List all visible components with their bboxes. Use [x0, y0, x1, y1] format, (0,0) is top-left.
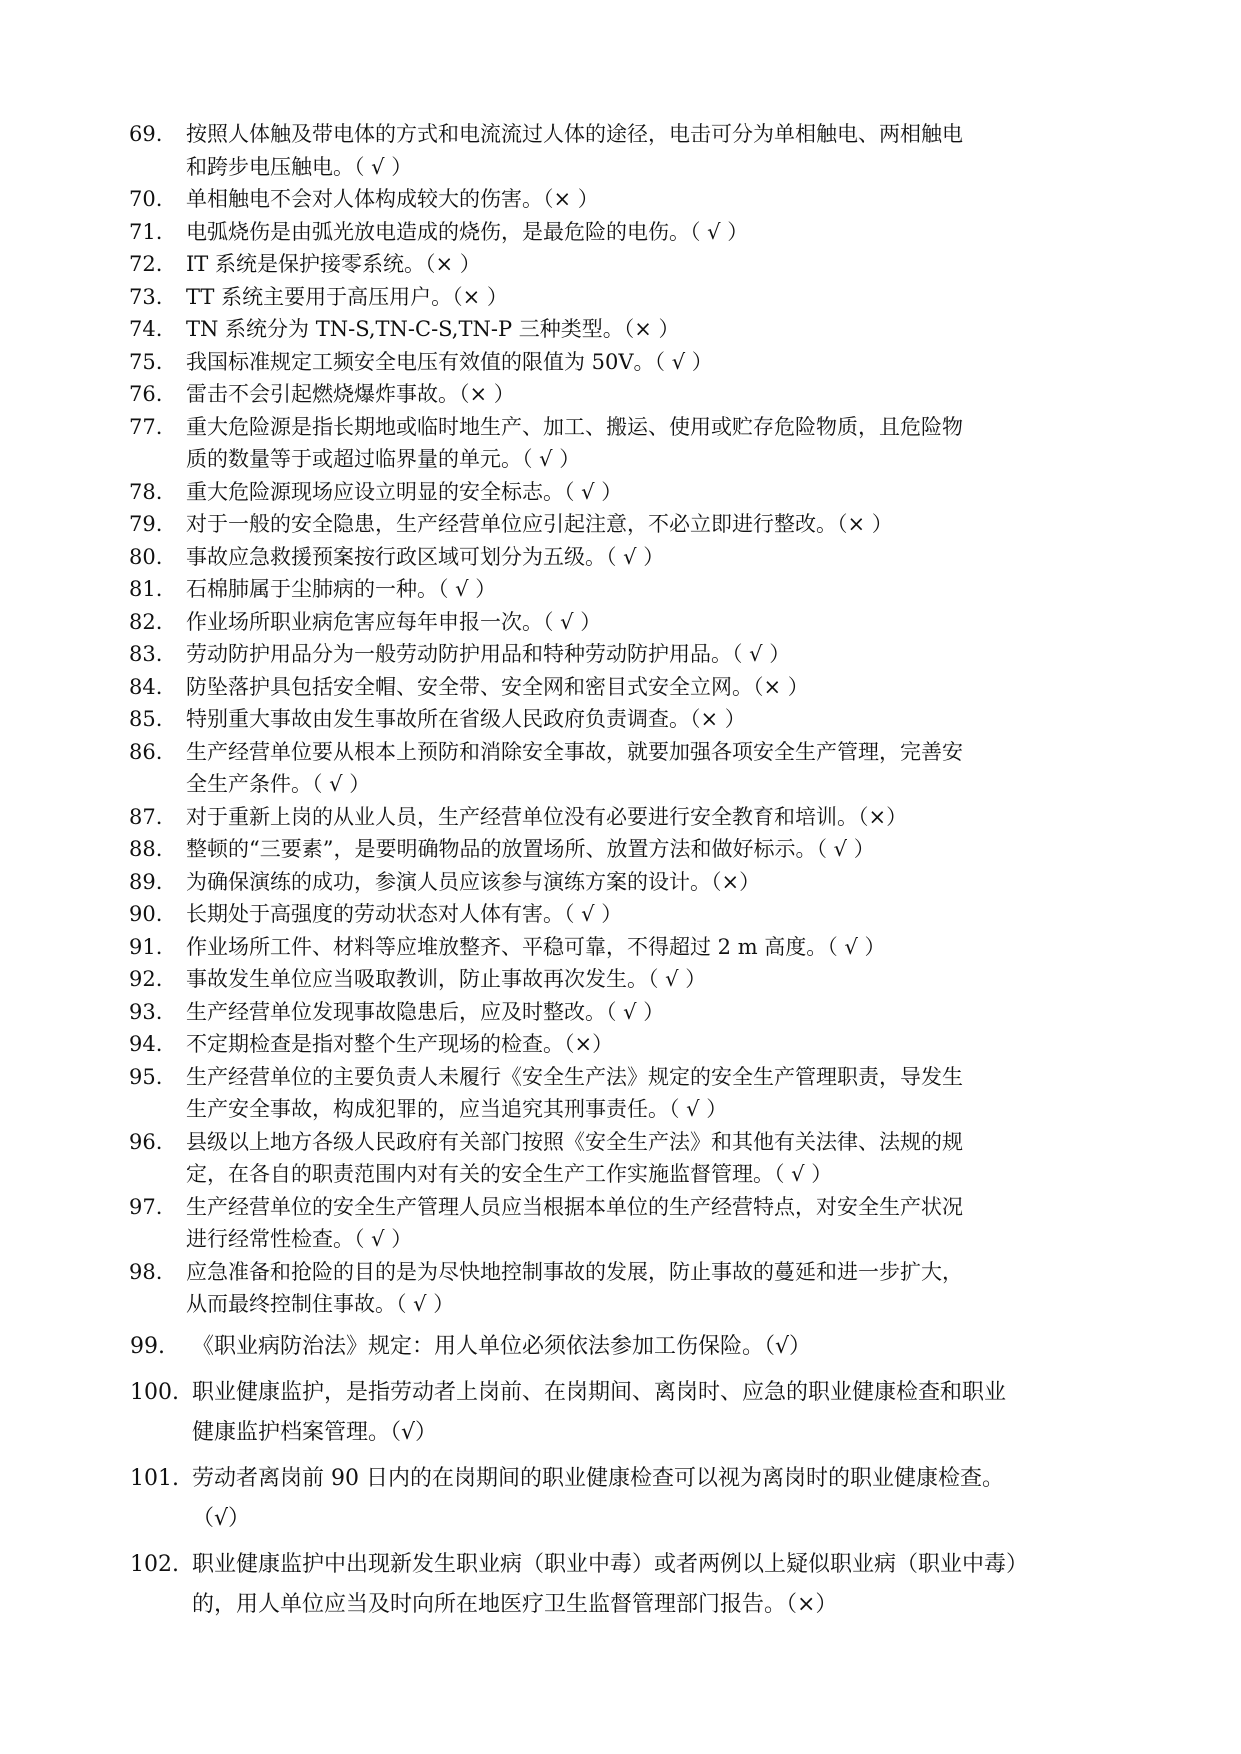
item-number: 86.	[129, 739, 163, 764]
item-text	[186, 573, 1116, 606]
list-item	[0, 1327, 1241, 1367]
item-number: 87.	[129, 804, 163, 829]
item-text-line: 和跨步电压触电。（ √ ）	[186, 154, 413, 179]
list-item	[0, 541, 1241, 574]
item-number: 91.	[129, 934, 163, 959]
list-item	[0, 833, 1241, 866]
item-text-line: 电弧烧伤是由弧光放电造成的烧伤，是最危险的电伤。（ √ ）	[186, 219, 749, 244]
item-text-line: 职业健康监护，是指劳动者上岗前、在岗期间、离岗时、应急的职业健康检查和职业	[192, 1379, 1007, 1405]
item-text-line: 进行经常性检查。（ √ ）	[186, 1227, 413, 1251]
item-text-line: TT 系统主要用于高压用户。（× ）	[186, 284, 508, 309]
item-text-line: 生产经营单位发现事故隐患后，应及时整改。（ √ ）	[186, 999, 665, 1024]
item-number: 96.	[129, 1129, 163, 1154]
list-item	[0, 346, 1241, 379]
item-text-line: 生产安全事故，构成犯罪的，应当追究其刑事责任。（ √ ）	[186, 1097, 728, 1121]
item-text-line: 按照人体触及带电体的方式和电流流过人体的途径，电击可分为单相触电、两相触电	[186, 122, 963, 146]
item-text-line: 生产经营单位要从根本上预防和消除安全事故，就要加强各项安全生产管理，完善安	[186, 739, 963, 764]
item-text-line: 为确保演练的成功，参演人员应该参与演练方案的设计。（×）	[186, 869, 761, 894]
list-item	[0, 898, 1241, 931]
item-text	[186, 963, 1116, 996]
item-text	[186, 1061, 1116, 1126]
item-number: 69.	[129, 122, 163, 146]
list-item	[0, 671, 1241, 704]
list-item	[0, 248, 1241, 281]
item-text-line: 县级以上地方各级人民政府有关部门按照《安全生产法》和其他有关法律、法规的规	[186, 1129, 963, 1154]
item-text-line: 的，用人单位应当及时向所在地医疗卫生监督管理部门报告。（×）	[192, 1591, 838, 1617]
item-text	[186, 183, 1116, 216]
item-number: 84.	[129, 674, 163, 699]
list-item	[0, 118, 1241, 183]
item-number: 75.	[129, 349, 163, 374]
item-number: 79.	[129, 512, 163, 536]
item-number: 94.	[129, 1032, 163, 1056]
item-text-line: （√）	[192, 1505, 251, 1531]
list-item	[0, 1256, 1241, 1321]
list-item	[0, 1126, 1241, 1191]
question-list	[0, 118, 1241, 1625]
item-number: 99.	[130, 1333, 165, 1359]
item-text-line: 重大危险源是指长期地或临时地生产、加工、搬运、使用或贮存危险物质，且危险物	[186, 414, 963, 439]
item-number: 78.	[129, 479, 163, 504]
item-number: 93.	[129, 999, 163, 1024]
list-item	[0, 378, 1241, 411]
list-item	[0, 411, 1241, 476]
item-text	[186, 671, 1116, 704]
item-number: 97.	[129, 1194, 163, 1219]
item-text	[186, 1126, 1116, 1191]
list-item	[0, 931, 1241, 964]
item-text	[192, 1545, 1127, 1625]
item-text-line: 整顿的“三要素”，是要明确物品的放置场所、放置方法和做好标示。（ √ ）	[186, 837, 875, 861]
item-number: 92.	[129, 967, 163, 991]
item-text-line: 作业场所工件、材料等应堆放整齐、平稳可靠，不得超过 2 m 高度。（ √ ）	[186, 934, 886, 959]
item-text-line: 防坠落护具包括安全帽、安全带、安全网和密目式安全立网。（× ）	[186, 674, 809, 699]
item-number: 89.	[129, 869, 163, 894]
item-text	[186, 508, 1116, 541]
item-text-line: 不定期检查是指对整个生产现场的检查。（×）	[186, 1032, 614, 1056]
item-text	[186, 703, 1116, 736]
item-number: 83.	[129, 642, 163, 666]
list-item	[0, 281, 1241, 314]
item-text-line: 生产经营单位的安全生产管理人员应当根据本单位的生产经营特点，对安全生产状况	[186, 1194, 963, 1219]
item-number: 100.	[130, 1379, 179, 1405]
item-text	[186, 638, 1116, 671]
item-number: 80.	[129, 544, 163, 569]
item-text-line: 生产经营单位的主要负责人未履行《安全生产法》规定的安全生产管理职责，导发生	[186, 1064, 963, 1089]
item-text-line: 石棉肺属于尘肺病的一种。（ √ ）	[186, 577, 497, 601]
item-text	[186, 1256, 1116, 1321]
item-text-line: TN 系统分为 TN-S,TN-C-S,TN-P 三种类型。（× ）	[186, 317, 680, 341]
item-text	[186, 378, 1116, 411]
item-text-line: 特别重大事故由发生事故所在省级人民政府负责调查。（× ）	[186, 707, 746, 731]
item-number: 98.	[129, 1259, 163, 1284]
item-text	[186, 801, 1116, 834]
list-item	[0, 736, 1241, 801]
item-text	[186, 866, 1116, 899]
item-text-line: 职业健康监护中出现新发生职业病（职业中毒）或者两例以上疑似职业病（职业中毒）	[192, 1551, 1029, 1577]
item-number: 77.	[129, 414, 163, 439]
item-text-line: IT 系统是保护接零系统。（× ）	[186, 252, 481, 276]
list-item	[0, 1028, 1241, 1061]
item-text	[186, 281, 1116, 314]
list-item	[0, 508, 1241, 541]
item-text-line: 全生产条件。（ √ ）	[186, 772, 371, 796]
item-number: 82.	[129, 609, 163, 634]
item-text	[192, 1327, 1127, 1367]
item-text	[186, 313, 1116, 346]
item-text-line: 单相触电不会对人体构成较大的伤害。（× ）	[186, 187, 599, 211]
item-text	[186, 833, 1116, 866]
list-item	[0, 183, 1241, 216]
item-number: 95.	[129, 1064, 163, 1089]
item-text	[186, 898, 1116, 931]
item-text	[186, 411, 1116, 476]
list-item	[0, 476, 1241, 509]
item-number: 73.	[129, 284, 163, 309]
item-number: 76.	[129, 382, 163, 406]
list-item	[0, 703, 1241, 736]
item-text-line: 重大危险源现场应设立明显的安全标志。（ √ ）	[186, 479, 623, 504]
list-item	[0, 1459, 1241, 1539]
item-text-line: 劳动者离岗前 90 日内的在岗期间的职业健康检查可以视为离岗时的职业健康检查。	[192, 1465, 1004, 1491]
item-text	[192, 1459, 1127, 1539]
item-text	[186, 476, 1116, 509]
item-number: 81.	[129, 577, 163, 601]
item-number: 102.	[130, 1551, 179, 1577]
item-number: 85.	[129, 707, 163, 731]
item-text-line: 我国标准规定工频安全电压有效值的限值为 50V。（ √ ）	[186, 349, 713, 374]
list-item	[0, 963, 1241, 996]
item-text-line: 质的数量等于或超过临界量的单元。（ √ ）	[186, 447, 581, 471]
item-text	[186, 996, 1116, 1029]
item-text-line: 从而最终控制住事故。（ √ ）	[186, 1292, 455, 1316]
item-text	[186, 736, 1116, 801]
list-item	[0, 801, 1241, 834]
list-item	[0, 313, 1241, 346]
item-text-line: 《职业病防治法》规定：用人单位必须依法参加工伤保险。（√）	[192, 1333, 812, 1359]
item-text-line: 事故发生单位应当吸取教训，防止事故再次发生。（ √ ）	[186, 967, 707, 991]
list-item	[0, 573, 1241, 606]
item-text-line: 长期处于高强度的劳动状态对人体有害。（ √ ）	[186, 902, 623, 926]
item-text	[186, 118, 1116, 183]
item-number: 70.	[129, 187, 163, 211]
item-number: 90.	[129, 902, 163, 926]
item-text-line: 劳动防护用品分为一般劳动防护用品和特种劳动防护用品。（ √ ）	[186, 642, 791, 666]
list-item	[0, 606, 1241, 639]
item-text	[186, 1028, 1116, 1061]
item-text-line: 对于一般的安全隐患，生产经营单位应引起注意，不必立即进行整改。（× ）	[186, 512, 893, 536]
list-item	[0, 1191, 1241, 1256]
item-number: 74.	[129, 317, 163, 341]
item-number: 71.	[129, 219, 163, 244]
item-text-line: 雷击不会引起燃烧爆炸事故。（× ）	[186, 382, 515, 406]
item-text	[186, 931, 1116, 964]
item-text-line: 对于重新上岗的从业人员，生产经营单位没有必要进行安全教育和培训。（×）	[186, 804, 908, 829]
item-text	[186, 606, 1116, 639]
list-item	[0, 638, 1241, 671]
item-text	[186, 1191, 1116, 1256]
list-item	[0, 996, 1241, 1029]
list-item	[0, 1373, 1241, 1453]
list-item	[0, 1545, 1241, 1625]
item-number: 88.	[129, 837, 163, 861]
item-text	[186, 346, 1116, 379]
item-text-line: 健康监护档案管理。（√）	[192, 1419, 438, 1445]
item-text-line: 应急准备和抢险的目的是为尽快地控制事故的发展，防止事故的蔓延和进一步扩大，	[186, 1259, 963, 1284]
item-text-line: 事故应急救援预案按行政区域可划分为五级。（ √ ）	[186, 544, 665, 569]
item-text	[192, 1373, 1127, 1453]
item-text	[186, 248, 1116, 281]
item-text	[186, 541, 1116, 574]
list-item	[0, 1061, 1241, 1126]
list-item	[0, 866, 1241, 899]
list-item	[0, 216, 1241, 249]
item-text-line: 定，在各自的职责范围内对有关的安全生产工作实施监督管理。（ √ ）	[186, 1162, 833, 1186]
item-number: 101.	[130, 1465, 179, 1491]
item-text	[186, 216, 1116, 249]
item-text-line: 作业场所职业病危害应每年申报一次。（ √ ）	[186, 609, 602, 634]
item-number: 72.	[129, 252, 163, 276]
